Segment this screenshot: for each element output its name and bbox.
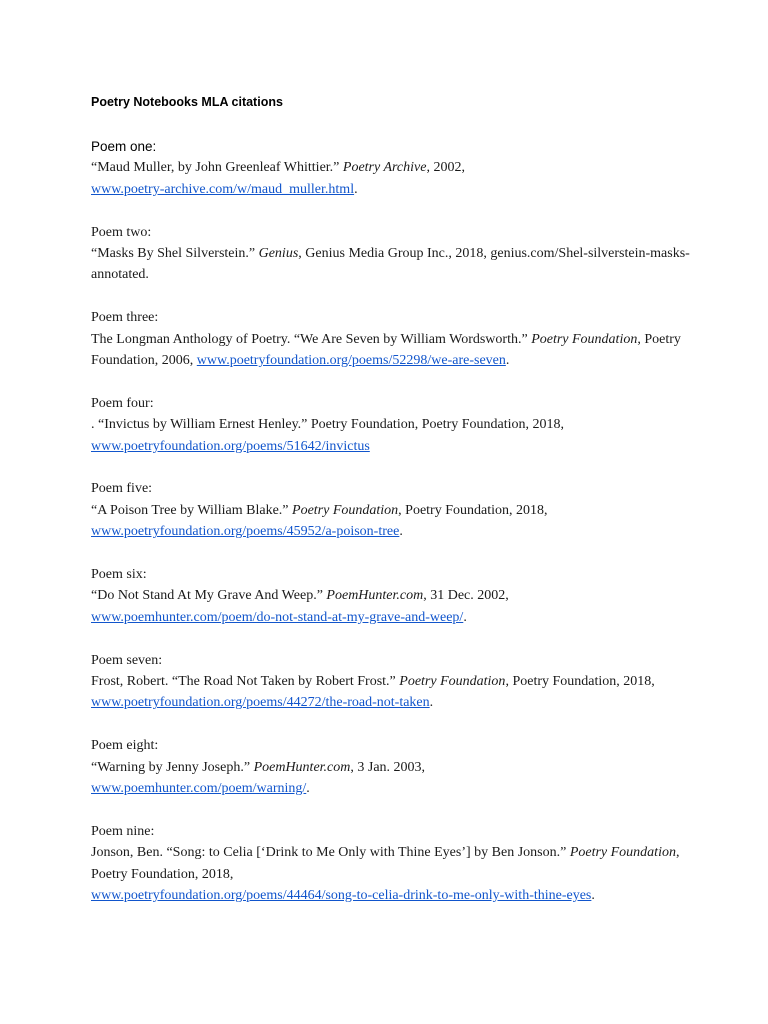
citation-link[interactable]: www.poemhunter.com/poem/do-not-stand-at-my-grave-and-weep/ bbox=[91, 609, 464, 625]
citation-text: , 3 Jan. 2003, bbox=[350, 759, 426, 775]
citation-text: , 31 Dec. 2002, bbox=[423, 588, 509, 604]
citation-link[interactable]: www.poetryfoundation.org/poems/44272/the-road-not-taken bbox=[91, 695, 430, 711]
document-body bbox=[91, 92, 691, 907]
document-title: Poetry Notebooks MLA citations bbox=[91, 95, 283, 109]
citation-text: . bbox=[463, 609, 467, 625]
citation-text: . bbox=[399, 524, 403, 540]
citation-text: “A Poison Tree by William Blake.” bbox=[91, 502, 293, 518]
poem-heading: Poem one: bbox=[91, 139, 157, 154]
citation-text: . “Invictus by William Ernest Henley.” Poetry Foundation, Poetry Foundation, 2018, bbox=[91, 417, 565, 433]
citation-text: . bbox=[505, 353, 510, 369]
citation-italic-title: Genius bbox=[258, 246, 299, 262]
citation-italic-title: Poetry Foundation bbox=[292, 502, 399, 518]
poem-entry-6 bbox=[91, 564, 691, 628]
citation bbox=[91, 157, 691, 200]
citation-text: , Genius Media Group Inc., 2018, genius.com/Shel-silverstein-masks-annotated. bbox=[91, 246, 690, 283]
poem-entry-3 bbox=[91, 307, 691, 371]
citation-text: . bbox=[354, 181, 358, 197]
citation bbox=[91, 842, 691, 906]
poem-entry-4 bbox=[91, 393, 691, 457]
citation-italic-title: Poetry Archive bbox=[342, 160, 427, 176]
citation-text: , Poetry Foundation, 2018, bbox=[398, 502, 548, 518]
citation-text: , Poetry Foundation, 2006, bbox=[91, 331, 681, 369]
citation-link[interactable]: www.poetry-archive.com/w/maud_muller.html bbox=[91, 181, 355, 197]
poem-heading: Poem nine: bbox=[91, 823, 155, 839]
citation-text: Jonson, Ben. “Song: to Celia [‘Drink to Me Only with Thine Eyes’] by Ben Jonson.” bbox=[91, 845, 570, 861]
poem-entry-7 bbox=[91, 650, 691, 714]
citation-text: The Longman Anthology of Poetry. “We Are Seven by William Wordsworth.” bbox=[91, 331, 532, 347]
poem-heading: Poem six: bbox=[91, 567, 147, 583]
citation-text: , Poetry Foundation, 2018, bbox=[505, 674, 655, 690]
citation-italic-title: PoemHunter.com bbox=[326, 588, 424, 604]
poem-heading: Poem two: bbox=[91, 224, 152, 240]
citation bbox=[91, 757, 691, 800]
citation-text: “Warning by Jenny Joseph.” bbox=[91, 759, 254, 775]
citation bbox=[91, 414, 691, 457]
citation-text: “Maud Muller, by John Greenleaf Whittier.” bbox=[91, 160, 343, 176]
citation-italic-title: Poetry Foundation bbox=[531, 331, 638, 347]
citation-link[interactable]: www.poetryfoundation.org/poems/52298/we-are-seven bbox=[196, 353, 506, 369]
citation-text: . bbox=[591, 888, 595, 904]
citation-link[interactable]: www.poetryfoundation.org/poems/51642/invictus bbox=[91, 438, 370, 454]
citation-italic-title: Poetry Foundation bbox=[569, 845, 676, 861]
poem-heading: Poem three: bbox=[91, 310, 159, 326]
citation bbox=[91, 585, 691, 628]
citation bbox=[91, 243, 691, 286]
citation bbox=[91, 671, 691, 714]
poem-entry-9 bbox=[91, 821, 691, 907]
citation-text: Frost, Robert. “The Road Not Taken by Robert Frost.” bbox=[91, 674, 400, 690]
citation-link[interactable]: www.poetryfoundation.org/poems/44464/song-to-celia-drink-to-me-only-with-thine-eyes bbox=[91, 888, 592, 904]
citation-link[interactable]: www.poemhunter.com/poem/warning/ bbox=[91, 781, 307, 797]
citation-text: . bbox=[306, 781, 310, 797]
citation-italic-title: PoemHunter.com bbox=[253, 759, 351, 775]
poem-heading: Poem eight: bbox=[91, 738, 159, 754]
poem-heading: Poem five: bbox=[91, 481, 153, 497]
poem-entry-1 bbox=[91, 136, 691, 200]
citation-italic-title: Poetry Foundation bbox=[399, 674, 506, 690]
citation bbox=[91, 329, 691, 372]
citation-text: “Do Not Stand At My Grave And Weep.” bbox=[91, 588, 327, 604]
poem-heading: Poem four: bbox=[91, 395, 154, 411]
citation-text: , 2002, bbox=[426, 160, 465, 176]
citation-text: , Poetry Foundation, 2018, bbox=[91, 845, 680, 882]
citation-text: “Masks By Shel Silverstein.” bbox=[91, 246, 259, 262]
poem-entry-2 bbox=[91, 222, 691, 286]
poem-entry-5 bbox=[91, 478, 691, 542]
citation-text: . bbox=[429, 695, 434, 711]
poem-heading: Poem seven: bbox=[91, 652, 163, 668]
citation-link[interactable]: www.poetryfoundation.org/poems/45952/a-poison-tree bbox=[91, 524, 400, 540]
poem-entry-8 bbox=[91, 735, 691, 799]
citation bbox=[91, 500, 691, 543]
